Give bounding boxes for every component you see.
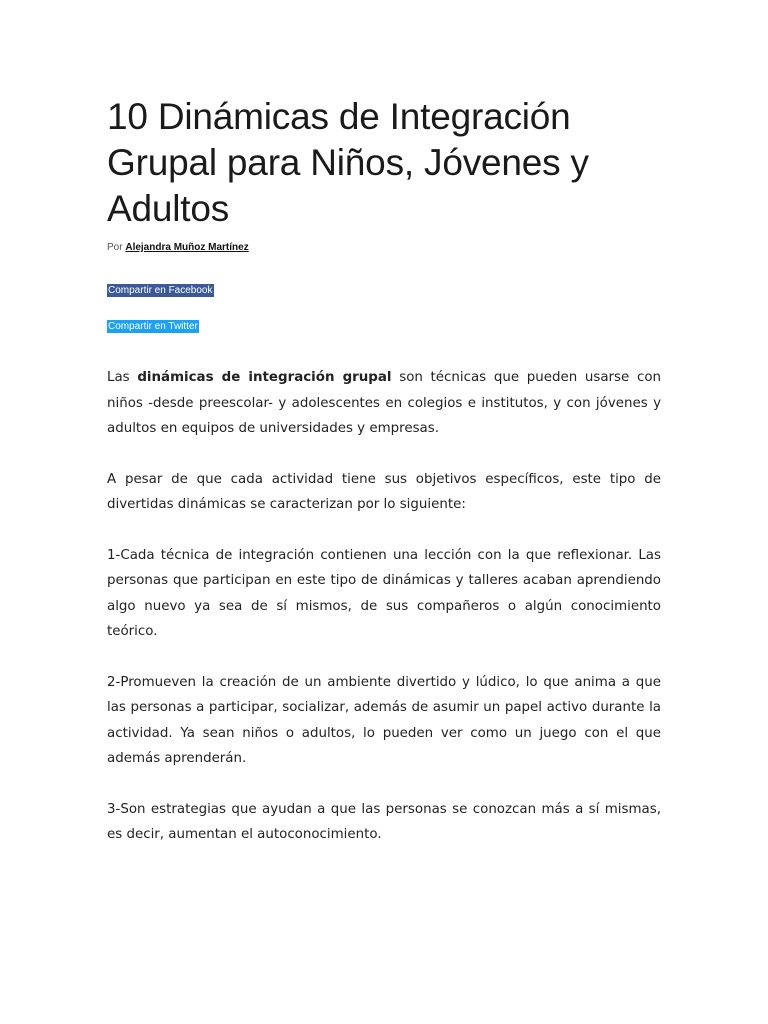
share-facebook-row	[107, 253, 661, 298]
byline	[107, 242, 661, 253]
intro-paragraph	[107, 365, 661, 442]
share-twitter-link[interactable]: Compartir en Twitter	[108, 321, 198, 332]
article	[107, 94, 661, 848]
share-twitter-row	[107, 316, 661, 334]
intro-before: Las	[107, 370, 138, 385]
intro-bold: dinámicas de integración grupal	[137, 370, 392, 385]
article-title: 10 Dinámicas de Integración Grupal para Niños, Jóvenes y Adultos	[107, 96, 589, 229]
byline-prefix: Por	[107, 242, 123, 253]
author-link[interactable]: Alejandra Muñoz Martínez	[125, 242, 249, 253]
intro-after: son técnicas que pueden usarse con niños -desde preescolar- y adolescentes en colegios e institutos, y con jóvenes y adultos en equipos de universidades y empresas.	[107, 370, 661, 436]
share-facebook-link[interactable]: Compartir en Facebook	[108, 285, 213, 296]
paragraph-point-1: 1-Cada técnica de integración contienen una lección con la que reflexionar. Las personas que participan en este tipo de dinámicas y talleres acaban aprendiendo algo nuevo ya sea de sí mismos, de sus compañeros o algún conocimiento teórico.	[107, 547, 661, 639]
paragraph-point-3: 3-Son estrategias que ayudan a que las personas se conozcan más a sí mismas, es decir, aumentan el autoconocimiento.	[107, 801, 661, 842]
paragraph-characteristics: A pesar de que cada actividad tiene sus objetivos específicos, este tipo de divertidas dinámicas se caracterizan por lo siguiente:	[107, 471, 661, 512]
paragraph-point-2: 2-Promueven la creación de un ambiente divertido y lúdico, lo que anima a que las personas a participar, socializar, además de asumir un papel activo durante la actividad. Ya sean niños o adultos, lo pueden ver como un juego con el que además aprenderán.	[107, 674, 661, 766]
